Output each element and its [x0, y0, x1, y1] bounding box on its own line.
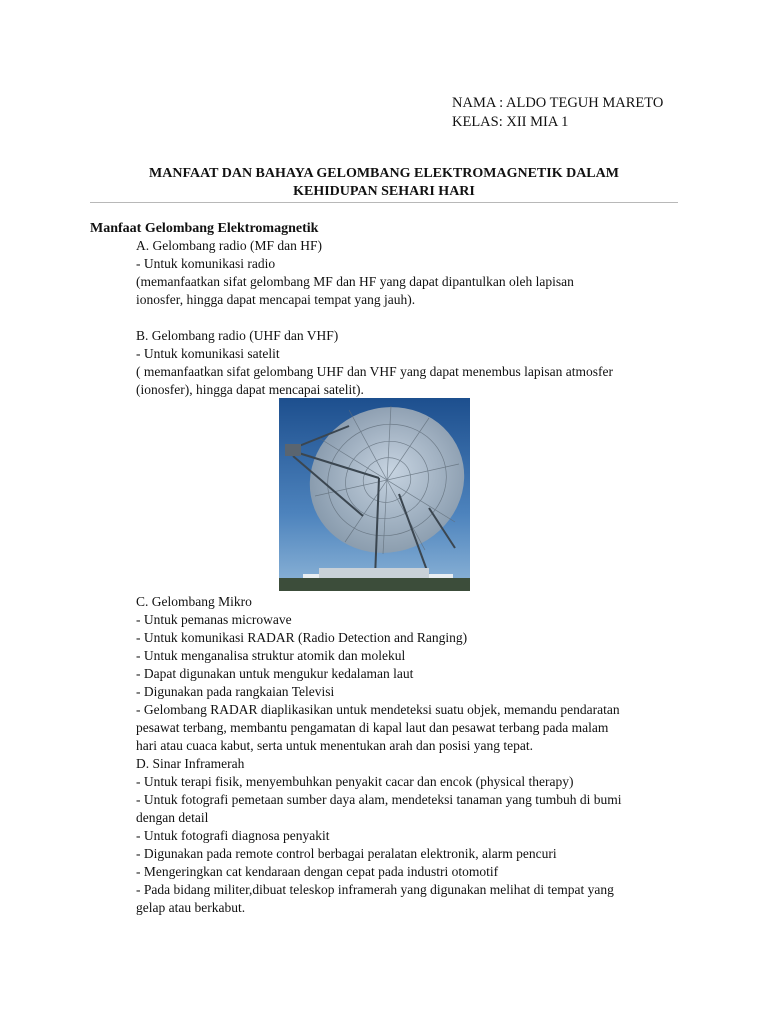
title-line-2: KEHIDUPAN SEHARI HARI	[293, 184, 475, 199]
text-line: - Untuk komunikasi satelit	[136, 346, 280, 361]
text-line: - Mengeringkan cat kendaraan dengan cepat pada industri otomotif	[136, 864, 499, 879]
document-title	[90, 165, 678, 201]
student-header	[452, 94, 663, 132]
text-line: - Pada bidang militer,dibuat teleskop inframerah yang digunakan melihat di tempat yang	[136, 882, 614, 897]
text-line: ionosfer, hingga dapat mencapai tempat yang jauh).	[136, 292, 416, 307]
text-line: C. Gelombang Mikro	[136, 594, 252, 609]
title-line-1: MANFAAT DAN BAHAYA GELOMBANG ELEKTROMAGNETIK DALAM	[149, 166, 619, 181]
text-line: - Untuk fotografi diagnosa penyakit	[136, 828, 330, 843]
text-line: dengan detail	[136, 810, 209, 825]
radio-telescope-photo	[279, 398, 470, 591]
student-class: KELAS: XII MIA 1	[452, 114, 569, 130]
text-line: - Untuk komunikasi RADAR (Radio Detection and Ranging)	[136, 630, 468, 645]
text-line: - Untuk komunikasi radio	[136, 256, 276, 271]
section-b-radio-uhf-vhf	[136, 327, 681, 399]
text-line: - Untuk fotografi pemetaan sumber daya alam, mendeteksi tanaman yang tumbuh di bumi	[136, 792, 622, 807]
text-line: (memanfaatkan sifat gelombang MF dan HF yang dapat dipantulkan oleh lapisan	[136, 274, 574, 289]
section-c-d-microwave-infrared	[136, 593, 681, 917]
text-line: - Dapat digunakan untuk mengukur kedalaman laut	[136, 666, 414, 681]
text-line: - Digunakan pada remote control berbagai peralatan elektronik, alarm pencuri	[136, 846, 557, 861]
text-line: - Untuk pemanas microwave	[136, 612, 292, 627]
text-line: - Untuk menganalisa struktur atomik dan molekul	[136, 648, 406, 663]
student-name: NAMA : ALDO TEGUH MARETO	[452, 95, 664, 111]
text-line: B. Gelombang radio (UHF dan VHF)	[136, 328, 339, 343]
text-line: - Untuk terapi fisik, menyembuhkan penyakit cacar dan encok (physical therapy)	[136, 774, 574, 789]
text-line: hari atau cuaca kabut, serta untuk menentukan arah dan posisi yang tepat.	[136, 738, 533, 753]
section-heading: Manfaat Gelombang Elektromagnetik	[90, 221, 319, 236]
section-a-radio-mf-hf	[136, 237, 681, 309]
text-line: - Digunakan pada rangkaian Televisi	[136, 684, 335, 699]
text-line: pesawat terbang, membantu pengamatan di kapal laut dan pesawat terbang pada malam	[136, 720, 609, 735]
text-line: A. Gelombang radio (MF dan HF)	[136, 238, 322, 253]
text-line: - Gelombang RADAR diaplikasikan untuk mendeteksi suatu objek, memandu pendaratan	[136, 702, 620, 717]
text-line: D. Sinar Inframerah	[136, 756, 245, 771]
text-line: (ionosfer), hingga dapat mencapai satelit).	[136, 382, 364, 397]
text-line: gelap atau berkabut.	[136, 900, 246, 915]
text-line: ( memanfaatkan sifat gelombang UHF dan VHF yang dapat menembus lapisan atmosfer	[136, 364, 614, 379]
title-divider	[90, 202, 678, 203]
